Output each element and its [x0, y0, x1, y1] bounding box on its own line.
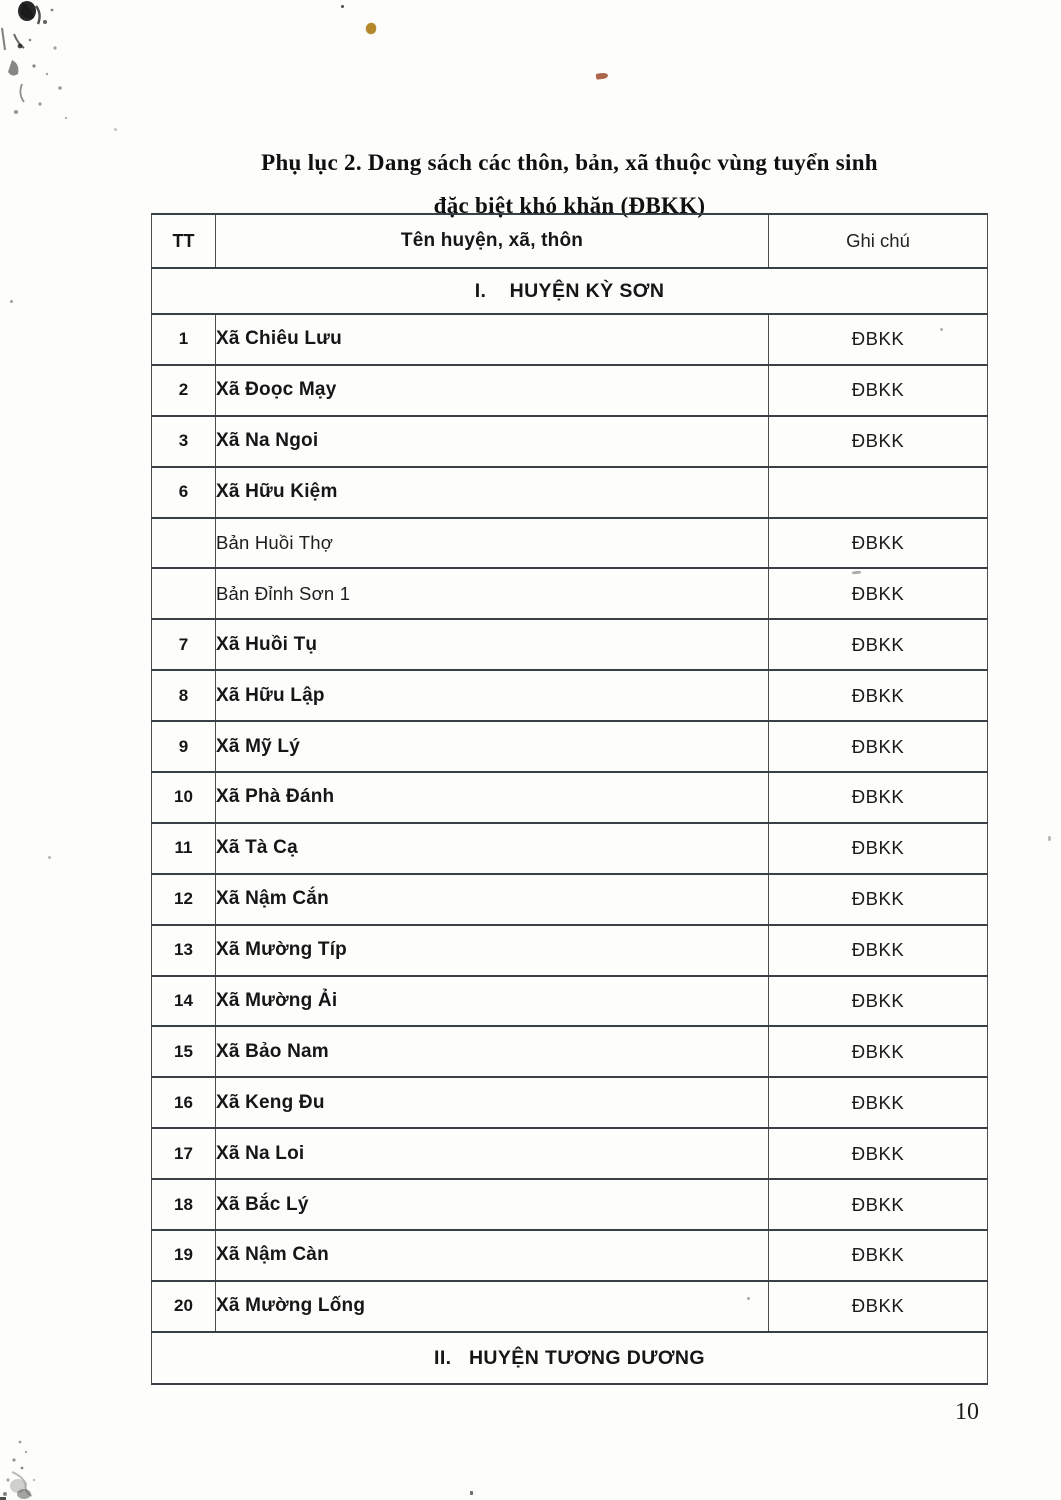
row-name: Xã Hữu Kiệm [216, 467, 769, 518]
table-row [152, 1179, 988, 1230]
yellow-stain-dot [366, 23, 376, 34]
header-tt: TT [152, 214, 216, 268]
row-note [769, 467, 988, 518]
row-note: ĐBKK [769, 670, 988, 721]
row-note: ĐBKK [769, 518, 988, 569]
document-title-line-2: đặc biệt khó khăn (ĐBKK) [433, 193, 706, 218]
row-name: Xã Đoọc Mạy [216, 365, 769, 416]
table-header-row [152, 214, 988, 268]
row-number: 12 [152, 874, 216, 925]
page-number: 10 [955, 1399, 979, 1425]
row-number: 14 [152, 976, 216, 1027]
red-pen-mark [596, 72, 609, 80]
scan-speck [470, 1491, 473, 1495]
row-name: Xã Phà Đánh [216, 772, 769, 823]
row-name: Xã Huồi Tụ [216, 619, 769, 670]
section-label: II. HUYỆN TƯƠNG DƯƠNG [152, 1332, 988, 1384]
header-name: Tên huyện, xã, thôn [216, 214, 769, 268]
row-number: 17 [152, 1128, 216, 1179]
table-row [152, 670, 988, 721]
row-name: Bản Huồi Thợ [216, 518, 769, 569]
row-name: Xã Bảo Nam [216, 1026, 769, 1077]
row-number: 11 [152, 823, 216, 874]
smudge-bottom-left [0, 1428, 70, 1500]
table-row [152, 518, 988, 569]
row-number: 1 [152, 314, 216, 365]
row-number: 8 [152, 670, 216, 721]
row-number [152, 518, 216, 569]
row-name: Xã Chiêu Lưu [216, 314, 769, 365]
row-note: ĐBKK [769, 823, 988, 874]
table-row [152, 823, 988, 874]
row-note: ĐBKK [769, 314, 988, 365]
row-number: 3 [152, 416, 216, 467]
table-row [152, 925, 988, 976]
row-number: 9 [152, 721, 216, 772]
table-row [152, 874, 988, 925]
row-number: 2 [152, 365, 216, 416]
row-number: 19 [152, 1230, 216, 1281]
table-row [152, 1077, 988, 1128]
row-number: 6 [152, 467, 216, 518]
row-name: Xã Mường Típ [216, 925, 769, 976]
section-label: I. HUYỆN KỲ SƠN [152, 268, 988, 314]
row-number: 13 [152, 925, 216, 976]
row-number: 16 [152, 1077, 216, 1128]
row-note: ĐBKK [769, 772, 988, 823]
table-row [152, 1128, 988, 1179]
table-row [152, 721, 988, 772]
row-name: Bản Đỉnh Sơn 1 [216, 568, 769, 619]
row-name: Xã Na Ngoi [216, 416, 769, 467]
row-name: Xã Na Loi [216, 1128, 769, 1179]
section-row-huyen-tuong-duong [152, 1332, 988, 1384]
table-row [152, 314, 988, 365]
row-name: Xã Mường Lống [216, 1281, 769, 1332]
scan-speck [1048, 836, 1051, 841]
row-note: ĐBKK [769, 365, 988, 416]
row-name: Xã Nậm Càn [216, 1230, 769, 1281]
scan-speck [10, 300, 13, 303]
document-title-line-1: Phụ lục 2. Dang sách các thôn, bản, xã thuộc vùng tuyển sinh [261, 150, 878, 175]
row-note: ĐBKK [769, 1077, 988, 1128]
header-note: Ghi chú [769, 214, 988, 268]
row-note: ĐBKK [769, 568, 988, 619]
row-note: ĐBKK [769, 1281, 988, 1332]
row-number: 18 [152, 1179, 216, 1230]
scan-speck [341, 5, 344, 8]
row-number: 7 [152, 619, 216, 670]
row-name: Xã Nậm Cắn [216, 874, 769, 925]
table-row [152, 1230, 988, 1281]
row-note: ĐBKK [769, 1230, 988, 1281]
table-row [152, 365, 988, 416]
row-note: ĐBKK [769, 925, 988, 976]
row-note: ĐBKK [769, 1026, 988, 1077]
row-number: 10 [152, 772, 216, 823]
table-row [152, 1026, 988, 1077]
row-name: Xã Bắc Lý [216, 1179, 769, 1230]
section-row-huyen-ky-son [152, 268, 988, 314]
row-note: ĐBKK [769, 1179, 988, 1230]
row-note: ĐBKK [769, 416, 988, 467]
table-row [152, 772, 988, 823]
district-commune-table [151, 213, 988, 1385]
table-row [152, 467, 988, 518]
row-name: Xã Mỹ Lý [216, 721, 769, 772]
row-name: Xã Hữu Lập [216, 670, 769, 721]
row-note: ĐBKK [769, 976, 988, 1027]
row-name: Xã Keng Đu [216, 1077, 769, 1128]
row-note: ĐBKK [769, 1128, 988, 1179]
table-row [152, 568, 988, 619]
ink-smudge-top-left [0, 0, 100, 135]
table-row [152, 619, 988, 670]
row-name: Xã Mường Ải [216, 976, 769, 1027]
scan-speck [48, 856, 51, 859]
table-row [152, 416, 988, 467]
scan-speck [114, 128, 117, 131]
row-number: 15 [152, 1026, 216, 1077]
row-note: ĐBKK [769, 874, 988, 925]
row-number: 20 [152, 1281, 216, 1332]
table-row [152, 976, 988, 1027]
table-row [152, 1281, 988, 1332]
row-number [152, 568, 216, 619]
row-note: ĐBKK [769, 721, 988, 772]
row-note: ĐBKK [769, 619, 988, 670]
row-name: Xã Tà Cạ [216, 823, 769, 874]
